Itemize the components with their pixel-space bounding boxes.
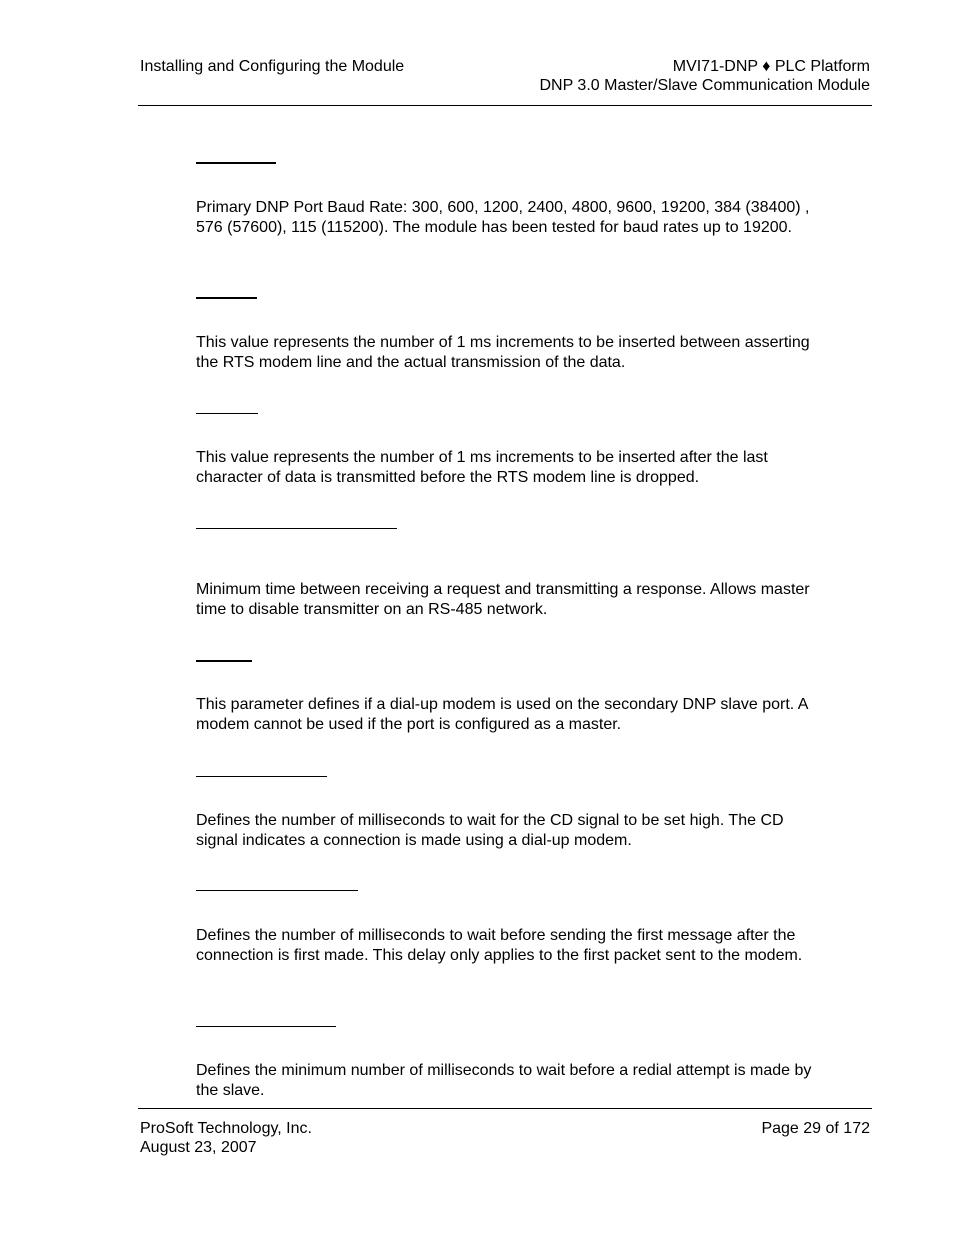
section-paragraph: This parameter defines if a dial-up modem is used on the secondary DNP slave port. A modem cannot be used if the port is configured as a master. xyxy=(196,696,808,733)
section-paragraph: Primary DNP Port Baud Rate: 300, 600, 1200, 2400, 4800, 9600, 19200, 384 (38400) , 576 (57600), 115 (115200). The module has been tested for baud rates up to 19200. xyxy=(196,199,810,236)
section-paragraph: Defines the number of milliseconds to wait for the CD signal to be set high. The CD signal indicates a connection is made using a dial-up modem. xyxy=(196,812,784,849)
footer-company-info xyxy=(140,1119,312,1157)
section-cd-time xyxy=(196,776,826,849)
header-product-info xyxy=(539,57,870,95)
section-paragraph: This value represents the number of 1 ms increments to be inserted between asserting the RTS modem line and the actual transmission of the data. xyxy=(196,334,810,371)
header-product-subtitle: DNP 3.0 Master/Slave Communication Module xyxy=(539,77,870,94)
section-heading-underline xyxy=(196,1026,336,1027)
footer-page-number: Page 29 of 172 xyxy=(761,1120,870,1137)
section-use-modem xyxy=(196,660,826,733)
section-baud-rate xyxy=(196,162,826,236)
section-heading-underline xyxy=(196,660,252,662)
section-heading-underline xyxy=(196,776,327,777)
header-divider xyxy=(138,105,872,106)
section-paragraph: Minimum time between receiving a request and transmitting a response. Allows master time to disable transmitter on an RS-485 network. xyxy=(196,581,810,618)
section-heading-underline xyxy=(196,413,258,414)
footer-date: August 23, 2007 xyxy=(140,1139,257,1156)
section-heading-underline xyxy=(196,528,397,529)
footer-divider xyxy=(138,1108,872,1109)
header-section-title: Installing and Configuring the Module xyxy=(140,58,405,75)
section-paragraph: Defines the minimum number of milliseconds to wait before a redial attempt is made by the slave. xyxy=(196,1062,812,1099)
section-rts-off xyxy=(196,413,826,486)
section-redial-delay xyxy=(196,1026,826,1099)
section-minimum-response-delay xyxy=(196,528,826,618)
footer-company: ProSoft Technology, Inc. xyxy=(140,1120,312,1137)
section-paragraph: This value represents the number of 1 ms increments to be inserted after the last character of data is transmitted before the RTS modem line is dropped. xyxy=(196,449,768,486)
section-rts-on xyxy=(196,297,826,371)
section-heading-underline xyxy=(196,890,358,891)
section-heading-underline xyxy=(196,297,257,299)
section-paragraph: Defines the number of milliseconds to wait before sending the first message after the connection is first made. This delay only applies to the first packet sent to the modem. xyxy=(196,927,803,964)
header-product-name: MVI71-DNP ♦ PLC Platform xyxy=(672,58,870,75)
section-first-message-delay xyxy=(196,890,826,964)
section-heading-underline xyxy=(196,162,276,164)
